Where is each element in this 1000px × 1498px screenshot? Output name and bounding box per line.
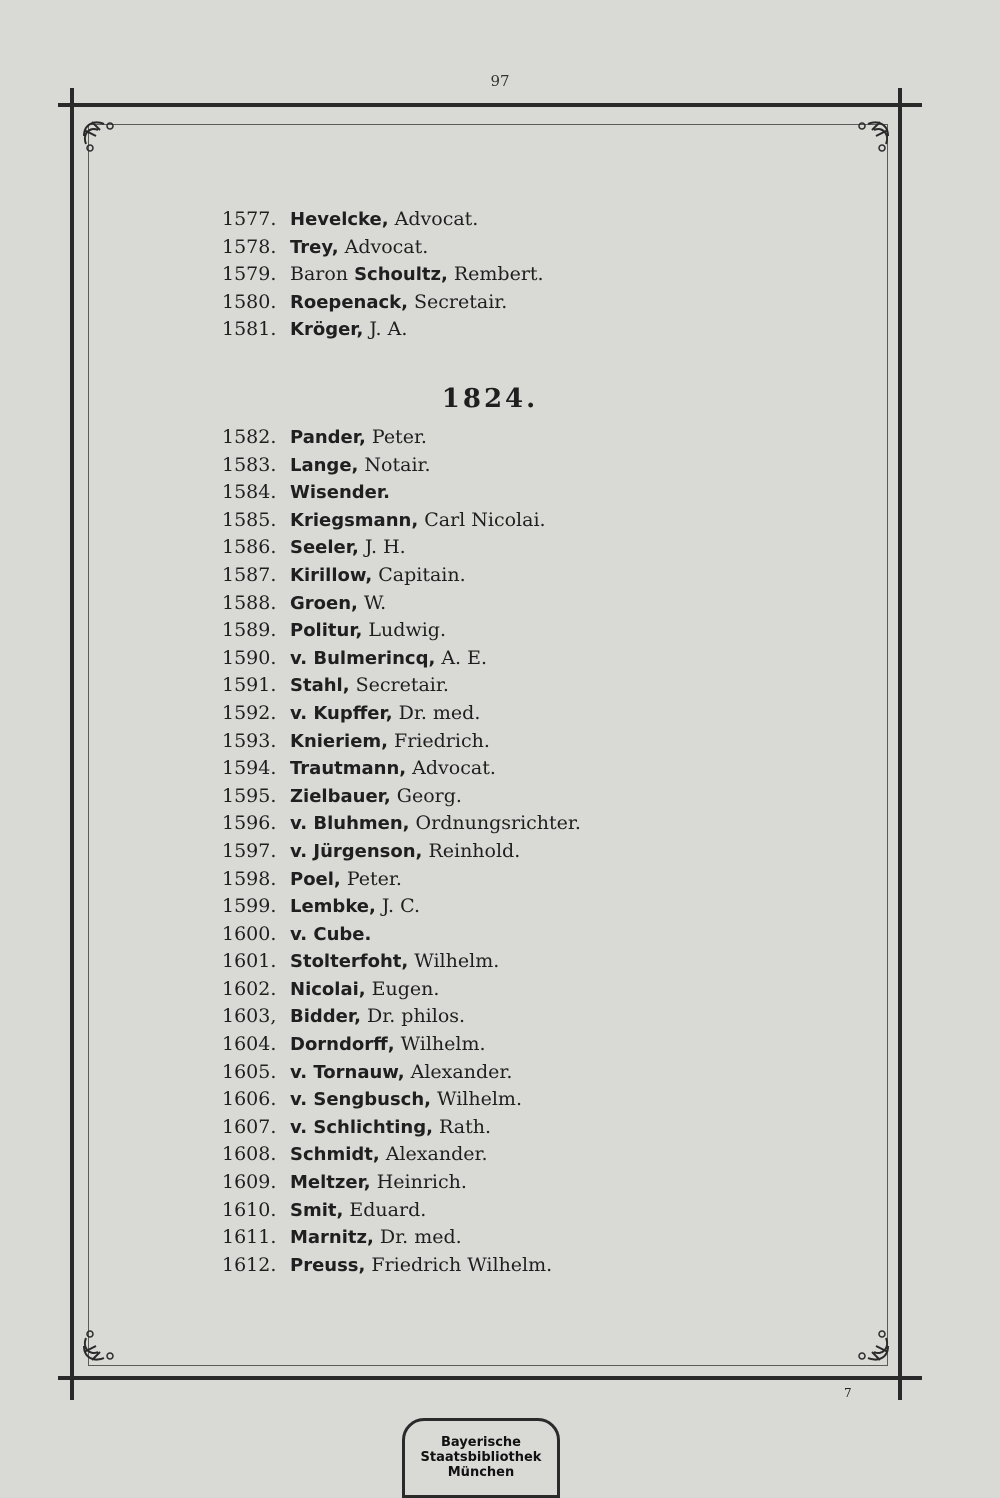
entry-surname: Zielbauer, (290, 785, 391, 807)
member-list-1823 (222, 206, 782, 344)
entry-number: 1584. (222, 481, 277, 504)
list-item (222, 838, 782, 866)
list-item (222, 479, 782, 507)
entry-detail: Capitain. (372, 563, 466, 586)
entry-detail: Secretair. (407, 290, 508, 313)
entry-number: 1582. (222, 426, 277, 448)
entry-number: 1589. (222, 619, 277, 642)
entry-number: 1604. (222, 1033, 277, 1056)
entry-surname: Wisender. (290, 482, 391, 504)
list-item (222, 1059, 782, 1087)
entry-surname: Stolterfoht, (290, 951, 409, 973)
entry-detail: Ludwig. (362, 619, 446, 642)
entry-surname: Lange, (290, 454, 359, 476)
entry-number: 1601. (222, 950, 277, 973)
entry-surname: Dorndorff, (290, 1034, 395, 1056)
entry-detail: Wilhelm. (430, 1088, 522, 1111)
entry-surname: Poel, (290, 868, 341, 890)
entry-number: 1599. (222, 895, 277, 918)
entry-detail: Dr. philos. (360, 1005, 466, 1028)
list-item (222, 672, 782, 700)
list-item (222, 562, 782, 590)
entry-detail: Dr. med. (373, 1226, 462, 1249)
entry-detail: J. A. (363, 318, 408, 341)
list-item (222, 948, 782, 976)
entry-detail: A. E. (435, 646, 488, 669)
list-item (222, 866, 782, 894)
entry-surname: v. Bluhmen, (290, 813, 410, 835)
entry-detail: Eduard. (343, 1198, 427, 1221)
entry-detail: Wilhelm. (408, 950, 500, 973)
list-item (222, 976, 782, 1004)
entry-surname: Kröger, (290, 319, 364, 341)
entry-number: 1586. (222, 536, 277, 559)
list-item (222, 261, 782, 289)
entry-surname: Roepenack, (290, 291, 408, 313)
entry-detail: Reinhold. (422, 839, 521, 862)
entry-surname: v. Sengbusch, (290, 1089, 431, 1111)
entry-detail: Carl Nicolai. (418, 508, 546, 531)
entry-detail: Peter. (365, 426, 427, 448)
entry-number: 1579. (222, 263, 277, 286)
entry-number: 1602. (222, 977, 277, 1000)
entry-surname: Hevelcke, (290, 209, 389, 230)
entry-detail: Dr. med. (392, 701, 481, 724)
entry-number: 1585. (222, 508, 277, 531)
entry-number: 1598. (222, 867, 277, 890)
frame-top-line (58, 103, 922, 107)
entry-surname: v. Tornauw, (290, 1061, 405, 1083)
entry-detail: Advocat. (388, 208, 479, 230)
entry-detail: Wilhelm. (394, 1033, 486, 1056)
list-item (222, 316, 782, 344)
entry-surname: Schoultz, (354, 264, 448, 286)
list-item (222, 1197, 782, 1225)
entry-surname: Politur, (290, 620, 363, 642)
list-item (222, 234, 782, 262)
entry-title-prefix: Baron (290, 263, 355, 286)
entry-surname: Meltzer, (290, 1172, 371, 1194)
list-item (222, 1169, 782, 1197)
entry-detail: W. (357, 591, 387, 614)
entry-surname: Bidder, (290, 1006, 361, 1028)
entry-number: 1607. (222, 1115, 277, 1138)
list-item (222, 452, 782, 480)
entry-detail: Heinrich. (370, 1171, 467, 1194)
member-list-1824 (222, 424, 782, 1279)
frame-right-line (898, 88, 902, 1400)
list-item (222, 424, 782, 452)
entry-surname: Seeler, (290, 537, 359, 559)
entry-surname: Groen, (290, 592, 358, 614)
list-item (222, 1031, 782, 1059)
entry-surname: Trautmann, (290, 758, 407, 780)
signature-mark: 7 (844, 1386, 852, 1400)
stamp-line: München (447, 1465, 515, 1480)
list-item (222, 1224, 782, 1252)
list-item (222, 534, 782, 562)
corner-ornament-icon (848, 1322, 892, 1366)
entry-surname: Lembke, (290, 896, 376, 918)
entry-detail: Alexander. (404, 1060, 513, 1083)
entry-surname: Nicolai, (290, 978, 366, 1000)
list-item (222, 893, 782, 921)
entry-detail: Peter. (340, 867, 402, 890)
entry-number: 1603, (222, 1005, 277, 1028)
entry-surname: Stahl, (290, 675, 350, 697)
year-heading: 1824. (441, 384, 539, 414)
entry-number: 1587. (222, 563, 277, 586)
list-item (222, 590, 782, 618)
entry-detail: J. H. (358, 536, 406, 559)
entry-number: 1606. (222, 1088, 277, 1111)
entry-surname: Pander, (290, 427, 366, 448)
entry-surname: v. Schlichting, (290, 1116, 433, 1138)
list-item (222, 206, 782, 234)
corner-ornament-icon (80, 1322, 124, 1366)
list-item (222, 728, 782, 756)
entry-number: 1590. (222, 646, 277, 669)
list-item (222, 617, 782, 645)
entry-detail: Rembert. (447, 263, 544, 286)
entry-surname: Smit, (290, 1199, 344, 1221)
entry-number: 1591. (222, 674, 277, 697)
list-item (222, 1003, 782, 1031)
entry-number: 1608. (222, 1143, 277, 1166)
entry-surname: v. Cube. (290, 923, 372, 945)
entry-detail: Alexander. (379, 1143, 488, 1166)
entry-number: 1605. (222, 1060, 277, 1083)
corner-ornament-icon (848, 116, 892, 160)
entry-surname: v. Jürgenson, (290, 840, 423, 862)
frame-bottom-line (58, 1376, 922, 1380)
entry-number: 1596. (222, 812, 277, 835)
entry-surname: Marnitz, (290, 1227, 374, 1249)
list-item (222, 289, 782, 317)
list-item (222, 1252, 782, 1280)
entry-number: 1597. (222, 839, 277, 862)
library-stamp (402, 1418, 560, 1498)
entry-surname: v. Bulmerincq, (290, 647, 436, 669)
entry-number: 1609. (222, 1171, 277, 1194)
entry-surname: Kriegsmann, (290, 509, 419, 531)
entry-number: 1600. (222, 922, 277, 945)
entry-number: 1588. (222, 591, 277, 614)
entry-number: 1595. (222, 784, 277, 807)
entry-number: 1581. (222, 318, 277, 341)
entry-number: 1610. (222, 1198, 277, 1221)
entry-surname: Schmidt, (290, 1144, 380, 1166)
entry-detail: Friedrich. (388, 729, 490, 752)
list-item (222, 507, 782, 535)
entry-detail: Georg. (390, 784, 462, 807)
entry-detail: Friedrich Wilhelm. (365, 1253, 553, 1276)
entry-number: 1583. (222, 453, 277, 476)
entry-number: 1577. (222, 208, 277, 230)
entry-surname: Trey, (290, 236, 339, 258)
entry-detail: Rath. (432, 1115, 491, 1138)
entry-surname: Kirillow, (290, 564, 373, 586)
stamp-line: Bayerische (441, 1435, 521, 1450)
list-item (222, 1086, 782, 1114)
list-item (222, 810, 782, 838)
entry-surname: v. Kupffer, (290, 702, 393, 724)
frame-left-line (70, 88, 74, 1400)
entry-number: 1580. (222, 290, 277, 313)
entry-number: 1612. (222, 1253, 277, 1276)
list-item (222, 921, 782, 949)
entry-number: 1611. (222, 1226, 277, 1249)
entry-detail: Secretair. (349, 674, 449, 697)
entry-detail: Notair. (358, 453, 431, 476)
entry-surname: Knieriem, (290, 730, 388, 752)
list-item (222, 645, 782, 673)
entry-number: 1578. (222, 235, 277, 258)
page-number: 97 (490, 72, 510, 90)
corner-ornament-icon (80, 116, 124, 160)
entry-detail: Advocat. (406, 757, 496, 780)
list-item (222, 1141, 782, 1169)
list-item (222, 700, 782, 728)
list-item (222, 755, 782, 783)
entry-number: 1594. (222, 757, 277, 780)
list-item (222, 1114, 782, 1142)
entry-detail: J. C. (375, 895, 421, 918)
list-item (222, 783, 782, 811)
stamp-line: Staatsbibliothek (420, 1450, 542, 1465)
entry-detail: Eugen. (365, 977, 440, 1000)
entry-detail: Advocat. (338, 235, 429, 258)
entry-number: 1593. (222, 729, 277, 752)
entry-number: 1592. (222, 701, 277, 724)
entry-detail: Ordnungsrichter. (409, 812, 581, 835)
entry-surname: Preuss, (290, 1254, 366, 1276)
